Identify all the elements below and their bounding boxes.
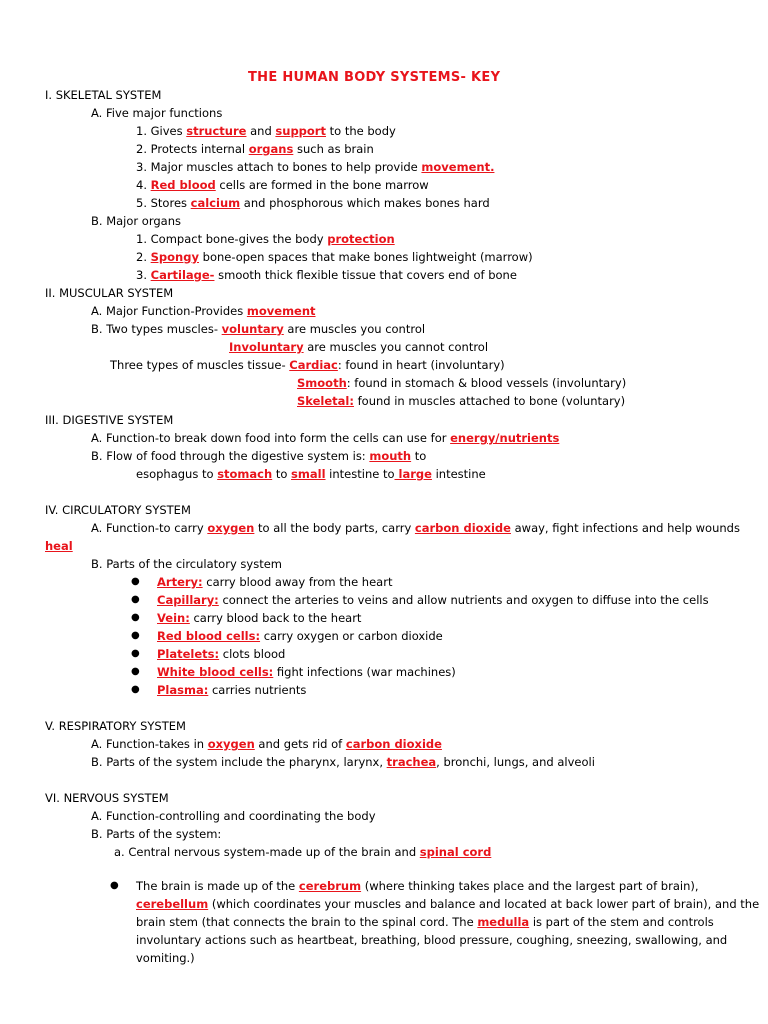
text-segment: Three types of muscles tissue- (110, 358, 290, 372)
text-line (45, 718, 186, 734)
text-segment: are muscles you cannot control (303, 340, 489, 354)
answer-key-term: large (394, 467, 432, 481)
answer-key-term: cerebellum (136, 897, 209, 911)
text-line (91, 736, 442, 752)
text-line (110, 357, 505, 373)
text-segment: is part of the stem and controls (529, 915, 714, 929)
text-segment: (which coordinates your muscles and balance and located at back lower part of brain), and the (208, 897, 760, 911)
text-segment: A. Five major functions (91, 106, 223, 120)
text-line (157, 664, 456, 680)
answer-key-term: structure (186, 124, 247, 138)
bullet-icon: ● (131, 648, 140, 659)
text-segment: intestine (431, 467, 486, 481)
text-segment: The brain is made up of the (136, 879, 299, 893)
text-line (45, 285, 173, 301)
answer-key-term: Spongy (150, 250, 199, 264)
text-line (157, 682, 306, 698)
text-line (136, 466, 486, 482)
text-segment: : found in stomach & blood vessels (involuntary) (346, 376, 627, 390)
text-line (297, 393, 625, 409)
text-segment: B. Parts of the circulatory system (91, 557, 282, 571)
text-line (297, 375, 626, 391)
page-title (248, 70, 500, 86)
text-segment: found in muscles attached to bone (voluntary) (353, 394, 626, 408)
text-segment: , bronchi, lungs, and alveoli (436, 755, 595, 769)
text-segment: VI. NERVOUS SYSTEM (45, 791, 169, 805)
text-segment: : found in heart (involuntary) (337, 358, 505, 372)
answer-key-term: carbon dioxide (414, 521, 511, 535)
text-line (157, 610, 361, 626)
answer-key-term: Involuntary (229, 340, 304, 354)
answer-key-term: Cartilage- (150, 268, 215, 282)
text-segment: A. Function-to break down food into form the cells can use for (91, 431, 451, 445)
bullet-icon: ● (131, 612, 140, 623)
text-segment: and gets rid of (254, 737, 346, 751)
text-segment: V. RESPIRATORY SYSTEM (45, 719, 186, 733)
text-line (91, 808, 376, 824)
text-line (136, 123, 396, 139)
text-segment: and phosphorous which makes bones hard (240, 196, 490, 210)
bullet-icon: ● (131, 666, 140, 677)
text-segment: carries nutrients (208, 683, 307, 697)
answer-key-term: oxygen (207, 737, 255, 751)
text-line (136, 267, 517, 283)
text-line (45, 87, 161, 103)
text-segment: A. Major Function-Provides (91, 304, 247, 318)
text-line (136, 914, 714, 930)
text-segment: involuntary actions such as heartbeat, breathing, blood pressure, coughing, sneezing, swallowing, and (136, 933, 728, 947)
answer-key-term: Skeletal: (297, 394, 354, 408)
text-line (136, 159, 494, 175)
text-line (45, 502, 191, 518)
text-line (157, 592, 709, 608)
text-segment: A. Function-controlling and coordinating the body (91, 809, 376, 823)
text-segment: B. Major organs (91, 214, 181, 228)
answer-key-term: Plasma: (157, 683, 209, 697)
text-segment: B. Flow of food through the digestive system is: (91, 449, 370, 463)
bullet-icon: ● (131, 594, 140, 605)
text-line (91, 448, 426, 464)
answer-key-term: Vein: (157, 611, 190, 625)
text-segment: B. Parts of the system include the pharynx, larynx, (91, 755, 387, 769)
text-segment: 2. Protects internal (136, 142, 249, 156)
answer-key-term: organs (248, 142, 294, 156)
text-segment: 5. Stores (136, 196, 191, 210)
answer-key-term: movement. (421, 160, 495, 174)
text-segment: vomiting.) (136, 951, 195, 965)
text-segment: 3. Major muscles attach to bones to help provide (136, 160, 422, 174)
text-segment: such as brain (293, 142, 374, 156)
text-segment: B. Two types muscles- (91, 322, 222, 336)
text-line (136, 896, 759, 912)
answer-key-term: Cardiac (289, 358, 338, 372)
text-segment: to (272, 467, 292, 481)
answer-key-term: oxygen (207, 521, 255, 535)
text-segment: (where thinking takes place and the largest part of brain), (361, 879, 699, 893)
text-segment: carry oxygen or carbon dioxide (260, 629, 443, 643)
text-line (136, 950, 195, 966)
text-line (136, 141, 374, 157)
answer-key-term: movement (246, 304, 316, 318)
answer-key-term: support (275, 124, 326, 138)
text-segment: to all the body parts, carry (254, 521, 415, 535)
text-line (157, 628, 443, 644)
text-line (91, 826, 221, 842)
text-segment: 4. (136, 178, 151, 192)
text-segment: away, fight infections and help wounds (510, 521, 740, 535)
answer-key-term: cerebrum (298, 879, 362, 893)
text-segment: B. Parts of the system: (91, 827, 222, 841)
answer-key-term: small (291, 467, 326, 481)
bullet-icon: ● (131, 576, 140, 587)
text-line (136, 195, 490, 211)
answer-key-term: Artery: (157, 575, 203, 589)
text-segment: III. DIGESTIVE SYSTEM (45, 413, 174, 427)
text-line (91, 430, 559, 446)
answer-key-term: voluntary (221, 322, 284, 336)
text-segment: II. MUSCULAR SYSTEM (45, 286, 174, 300)
answer-key-term: carbon dioxide (345, 737, 442, 751)
answer-key-term: heal (45, 539, 73, 553)
answer-key-term: Platelets: (157, 647, 220, 661)
text-segment: cells are formed in the bone marrow (215, 178, 429, 192)
text-line (91, 754, 595, 770)
answer-key-term: trachea (386, 755, 437, 769)
answer-key-term: protection (327, 232, 395, 246)
bullet-icon: ● (110, 880, 119, 891)
text-segment: connect the arteries to veins and allow nutrients and oxygen to diffuse into the cells (218, 593, 709, 607)
answer-key-term: Red blood (150, 178, 216, 192)
answer-key-term: Smooth (297, 376, 347, 390)
text-line (91, 520, 740, 536)
text-segment: esophagus to (136, 467, 218, 481)
answer-key-term: medulla (477, 915, 530, 929)
text-segment: a. Central nervous system-made up of the brain and (114, 845, 420, 859)
text-segment: clots blood (219, 647, 286, 661)
text-line (91, 556, 282, 572)
text-segment: THE HUMAN BODY SYSTEMS- KEY (248, 70, 501, 85)
text-segment: IV. CIRCULATORY SYSTEM (45, 503, 191, 517)
text-segment: smooth thick flexible tissue that covers end of bone (214, 268, 517, 282)
text-line (157, 574, 392, 590)
text-line (91, 321, 425, 337)
text-segment: bone-open spaces that make bones lightweight (marrow) (198, 250, 533, 264)
text-segment: I. SKELETAL SYSTEM (45, 88, 162, 102)
text-line (45, 412, 173, 428)
text-line (136, 878, 699, 894)
text-segment: intestine to (325, 467, 395, 481)
text-segment: 1. Compact bone-gives the body (136, 232, 328, 246)
text-line (91, 213, 181, 229)
text-segment: A. Function-takes in (91, 737, 208, 751)
text-segment: brain stem (that connects the brain to the spinal cord. The (136, 915, 478, 929)
text-line (136, 231, 395, 247)
text-segment: to the body (325, 124, 396, 138)
answer-key-term: energy/nutrients (450, 431, 560, 445)
text-line (45, 790, 169, 806)
answer-key-term: spinal cord (419, 845, 492, 859)
answer-key-term: stomach (217, 467, 273, 481)
text-segment: and (246, 124, 276, 138)
text-segment: A. Function-to carry (91, 521, 208, 535)
answer-key-term: mouth (369, 449, 412, 463)
answer-key-term: calcium (190, 196, 241, 210)
text-segment: carry blood away from the heart (202, 575, 393, 589)
answer-key-term: Red blood cells: (157, 629, 261, 643)
text-line (136, 249, 533, 265)
answer-key-term: White blood cells: (157, 665, 274, 679)
text-line (91, 105, 222, 121)
text-segment: 3. (136, 268, 151, 282)
text-line (114, 844, 491, 860)
text-segment: 2. (136, 250, 151, 264)
text-segment: carry blood back to the heart (189, 611, 362, 625)
bullet-icon: ● (131, 630, 140, 641)
bullet-icon: ● (131, 684, 140, 695)
text-line (91, 303, 316, 319)
text-line (136, 932, 727, 948)
text-segment: 1. Gives (136, 124, 187, 138)
answer-key-term: Capillary: (157, 593, 219, 607)
text-line (45, 538, 73, 554)
text-line (136, 177, 429, 193)
text-segment: to (411, 449, 427, 463)
text-segment: are muscles you control (283, 322, 426, 336)
text-line (229, 339, 488, 355)
text-line (157, 646, 285, 662)
text-segment: fight infections (war machines) (273, 665, 456, 679)
